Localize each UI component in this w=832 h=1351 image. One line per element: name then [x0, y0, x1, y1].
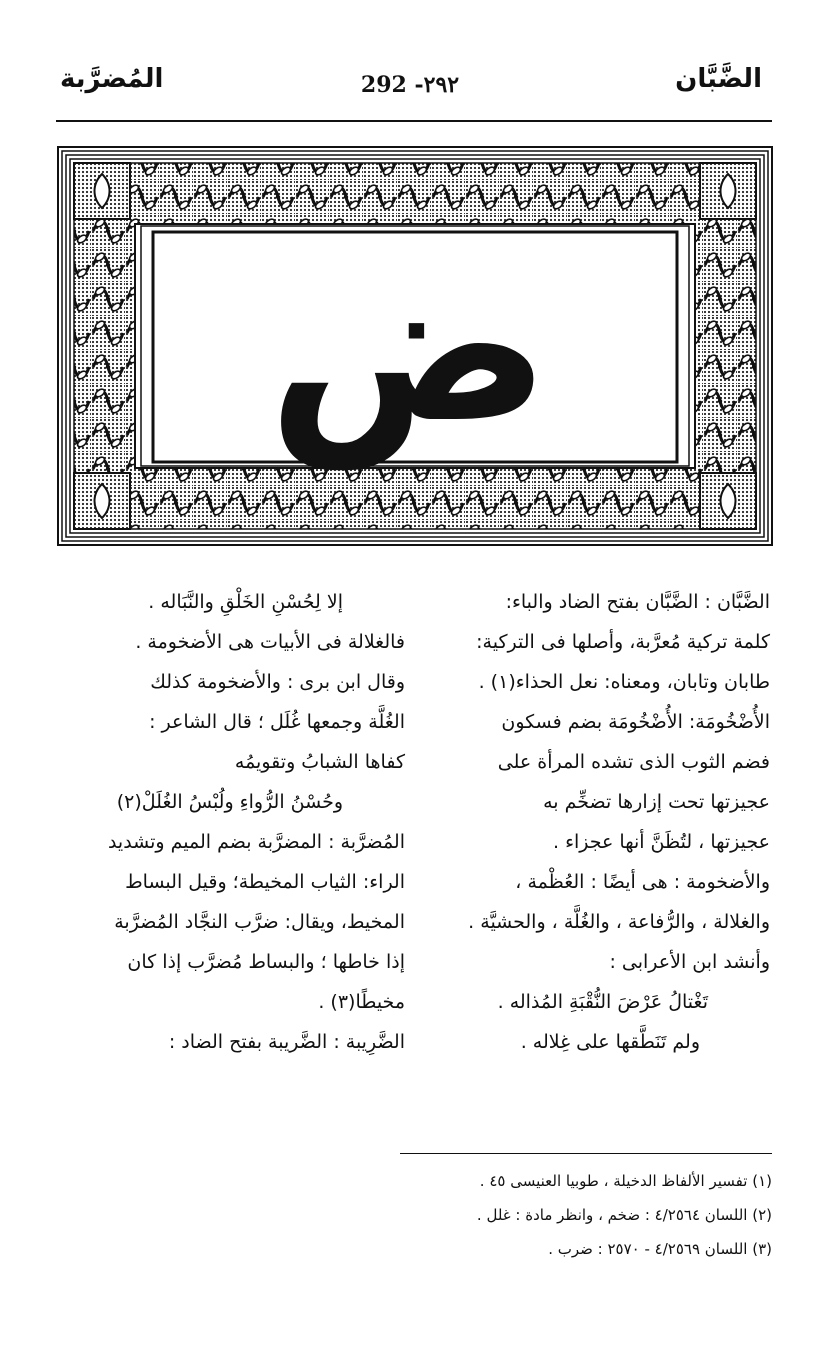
text-line: فالغلالة فى الأبيات هى الأضخومة .	[135, 631, 405, 653]
footnote-1: (١) تفسير الألفاظ الدخيلة ، طوبيا العنيسى ٤٥ .	[479, 1172, 772, 1190]
text-line: إذا خاطها ؛ والبساط مُضرَّب إذا كان	[127, 951, 405, 973]
entry-mudarraba-heading: المُضرَّبة : المضرَّبة بضم الميم وتشديد	[107, 831, 405, 853]
text-line: عجيزتها ، لتُظَنَّ أنها عجزاء .	[552, 831, 770, 853]
verse-line: إلا لِحُسْنِ الخَلْقِ والنَّبَاله .	[148, 591, 343, 613]
text-line: فضم الثوب الذى تشده المرأة على	[497, 751, 770, 773]
verse-line: تَغْتالُ عَرْضَ النُّقْبَةِ المُذاله .	[497, 991, 708, 1013]
page-header-title-left: المُضرَّبة	[60, 64, 164, 94]
page-number: 292 -٢٩٢	[360, 72, 460, 98]
text-line: الراء: الثياب المخيطة؛ وقيل البساط	[125, 871, 405, 893]
page-header-title-right: الضَّبَّان	[675, 64, 762, 94]
entry-dabban-heading: الضَّبَّان : الضَّبَّان بفتح الضاد والباء:	[505, 591, 770, 613]
left-column	[60, 582, 405, 1062]
chapter-letter: ض	[267, 224, 551, 469]
verse-line: وحُسْنُ الرُّواءِ ولُبْسُ الغُلَلْ(٢)	[116, 791, 343, 813]
text-line: الغُلَّة وجمعها غُلَل ؛ قال الشاعر :	[149, 711, 405, 733]
text-line: مخيطًا(٣) .	[318, 991, 405, 1013]
verse-line: كفاها الشبابُ وتقويمُه	[234, 751, 405, 773]
text-line: عجيزتها تحت إزارها تضخِّم به	[543, 791, 770, 813]
entry-dariba-heading: الضَّرِيبة : الضَّريبة بفتح الضاد :	[168, 1031, 405, 1053]
footnote-2: (٢) اللسان ٤/٢٥٦٤ : ضخم ، وانظر مادة : غلل .	[476, 1206, 772, 1224]
footnote-rule	[400, 1153, 772, 1154]
right-column	[430, 582, 770, 1062]
entry-udkhuma-heading: الأُضْخُومَة: الأُضْخُومَة بضم فسكون	[501, 711, 770, 733]
text-line: طابان وتابان، ومعناه: نعل الحذاء(١) .	[478, 671, 770, 693]
verse-line: ولم تَنَطَّقها على غِلاله .	[520, 1031, 700, 1053]
text-line: وأنشد ابن الأعرابى :	[609, 951, 770, 973]
header-rule	[56, 120, 772, 122]
text-line: المخيط، ويقال: ضرَّب النجَّاد المُضرَّبة	[114, 911, 405, 933]
footnote-3: (٣) اللسان ٤/٢٥٦٩ - ٢٥٧٠ : ضرب .	[548, 1240, 772, 1258]
text-line: وقال ابن برى : والأضخومة كذلك	[150, 671, 405, 693]
text-line: كلمة تركية مُعرَّبة، وأصلها فى التركية:	[476, 631, 770, 653]
text-line: والغلالة ، والرُّفاعة ، والغُلَّة ، والحشيَّة .	[468, 911, 770, 933]
text-line: والأضخومة : هى أيضًا : العُظْمة ،	[515, 871, 770, 893]
